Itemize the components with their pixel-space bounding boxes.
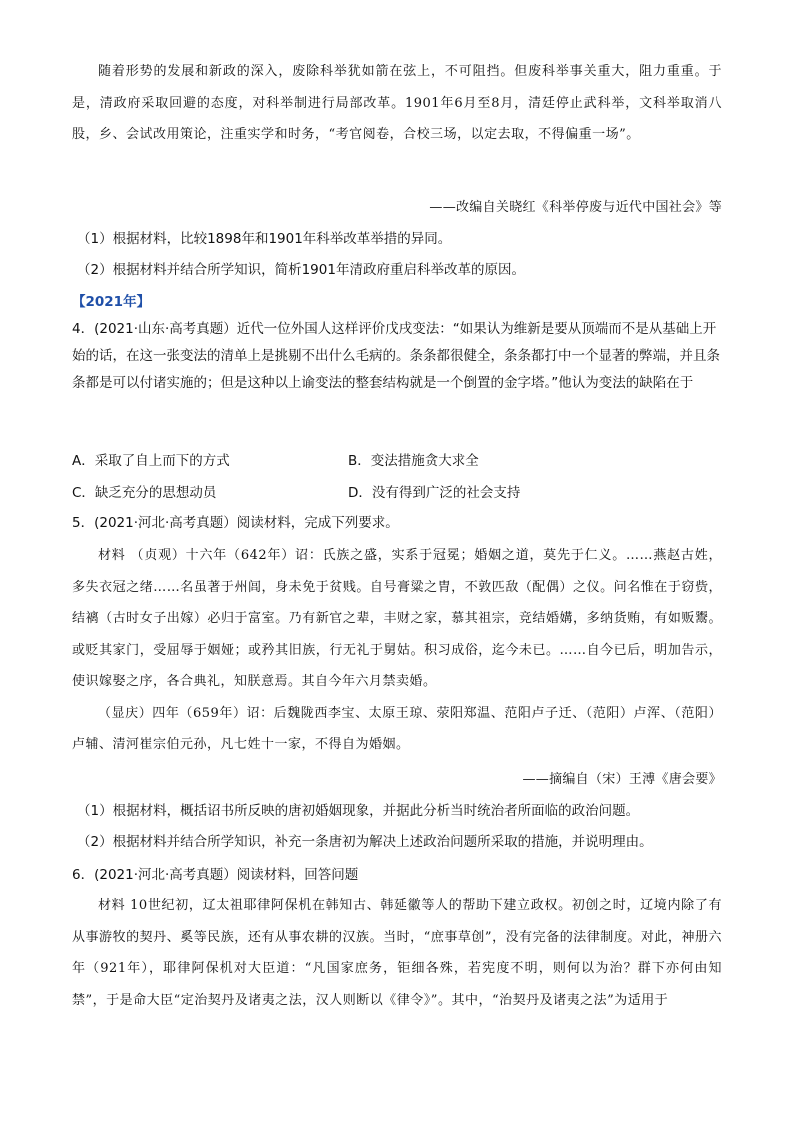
- question-5-stem: 5．(2021·河北·高考真题）阅读材料，完成下列要求。: [72, 515, 399, 531]
- sub-question-2: （2）根据材料并结合所学知识，补充一条唐初为解决上述政治问题所采取的措施，并说明理由。: [77, 834, 653, 850]
- material-text: [72, 56, 722, 151]
- material-block-q3: [72, 56, 722, 151]
- year-heading-block: [72, 290, 722, 314]
- source-line-q3: [72, 196, 722, 215]
- sub-question-1: （1）根据材料，概括诏书所反映的唐初婚姻现象，并据此分析当时统治者所面临的政治问题。: [77, 803, 640, 819]
- material-paragraph: 随着形势的发展和新政的深入，废除科举犹如箭在弦上，不可阻挡。但废科举事关重大，阻力重重。于是，清政府采取回避的态度，对科举制进行局部改革。1901年6月至8月，清廷停止武科举，文科举取消八股，乡、会试改用策论，注重实学和时务，“考官阅卷，合校三场，以定去取，不得偏重一场”。: [72, 64, 722, 142]
- material-source: ——摘编自（宋）王溥《唐会要》: [522, 772, 722, 787]
- option-c: C．缺乏充分的思想动员: [72, 485, 217, 501]
- material-paragraph-1: 材料 （贞观）十六年（642年）诏：氏族之盛，实系于冠冕；婚姻之道，莫先于仁义。……燕赵古姓，多失衣冠之绪……名虽著于州闾，身未免于贫贱。自号膏粱之胄，不敦匹敌（配偶）之仪。问名惟在于窃赀，结褵（古时女子出嫁）必归于富室。乃有新官之辈，丰财之家，慕其祖宗，竞结婚媾，多纳货贿，有如贩鬻。或贬其家门，受屈辱于姻娅；或矜其旧族，行无礼于舅姑。积习成俗，迄今未已。……自今已后，明加告示，使识嫁娶之序，各合典礼，知朕意焉。其自今年六月禁卖婚。: [72, 548, 722, 689]
- sub-question-1: （1）根据材料，比较1898年和1901年科举改革举措的异同。: [77, 231, 452, 247]
- question-4: [72, 316, 722, 397]
- question-6-stem: 6．(2021·河北·高考真题）阅读材料，回答问题: [72, 867, 359, 883]
- question-4-stem: 4．(2021·山东·高考真题）近代一位外国人这样评价戊戌变法：“如果认为维新是要从顶端而不是从基础上开始的话，在这一张变法的清单上是挑剔不出什么毛病的。条条都很健全，条条都打中一个显著的弊端，并且条条都是可以付诸实施的；但是这种以上谕变法的整套结构就是一个倒置的金字塔。”他认为变法的缺陷在于: [72, 321, 720, 391]
- material-paragraph: 材料 10世纪初，辽太祖耶律阿保机在韩知古、韩延徽等人的帮助下建立政权。初创之时，辽境内除了有从事游牧的契丹、奚等民族，还有从事农耕的汉族。当时，“庶事草创”，没有完备的法律制度。对此，神册六年（921年），耶律阿保机对大臣道：“凡国家庶务，钜细各殊，若宪度不明，则何以为治？群下亦何由知禁”，于是命大臣“定治契丹及诸夷之法，汉人则断以《律令》”。其中，“治契丹及诸夷之法”为适用于: [72, 898, 722, 1008]
- year-heading: 【2021年】: [72, 294, 151, 310]
- option-d: D．没有得到广泛的社会支持: [348, 485, 521, 501]
- option-b: B．变法措施贪大求全: [348, 453, 479, 469]
- source-line-q5: [72, 768, 722, 787]
- question-6: [72, 862, 722, 889]
- sub-questions-q5: [72, 796, 722, 858]
- material-text: [72, 540, 722, 761]
- material-paragraph-2: （显庆）四年（659年）诏：后魏陇西李宝、太原王琼、荥阳郑温、范阳卢子迁、（范阳）卢浑、（范阳）卢辅、清河崔宗伯元孙，凡七姓十一家，不得自为婚姻。: [72, 705, 722, 752]
- question-5: [72, 510, 722, 537]
- sub-question-2: （2）根据材料并结合所学知识，简析1901年清政府重启科举改革的原因。: [77, 262, 525, 278]
- material-block-q6: [72, 890, 722, 1016]
- material-source: ——改编自关晓红《科举停废与近代中国社会》等: [429, 200, 722, 215]
- material-text: [72, 890, 722, 1016]
- question-4-options: [72, 450, 722, 504]
- material-block-q5: [72, 540, 722, 761]
- option-a: A．采取了自上而下的方式: [72, 453, 230, 469]
- sub-questions-q3: [72, 224, 722, 286]
